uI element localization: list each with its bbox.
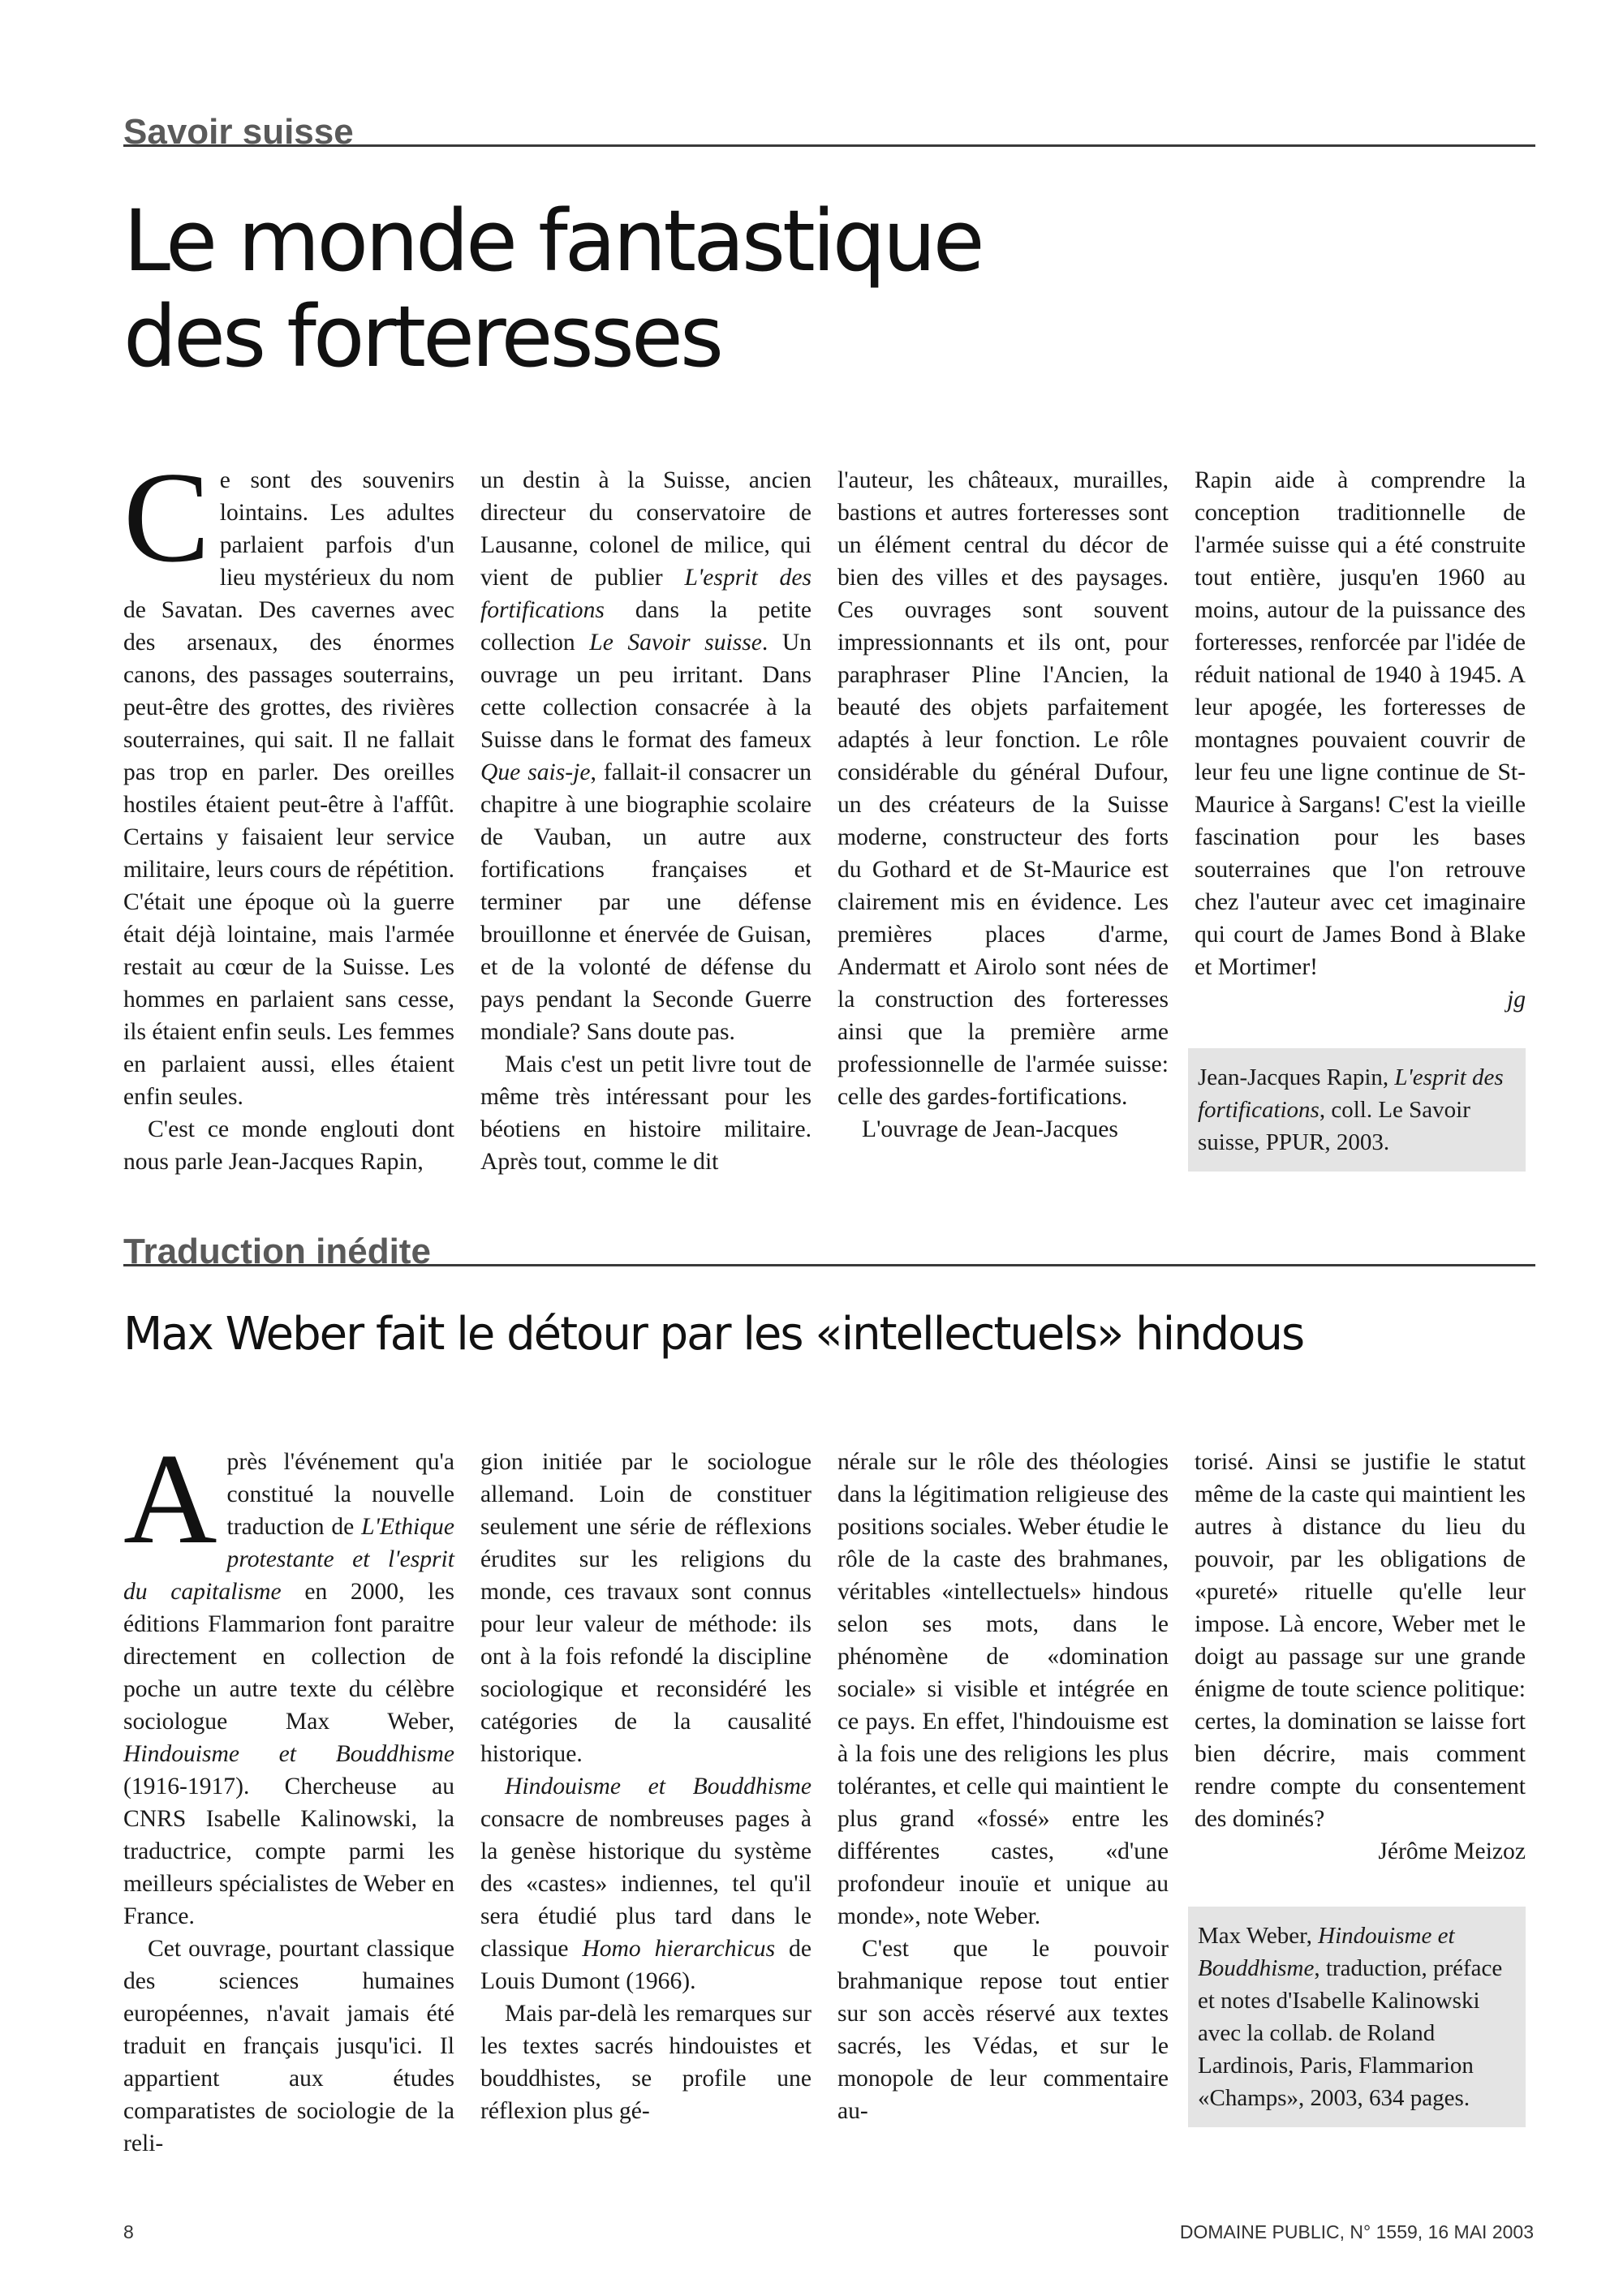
article1-column-3 [837, 464, 1169, 1146]
reference-author: Max Weber, [1198, 1923, 1319, 1949]
book-title: Hindouisme et Bouddhisme [505, 1774, 812, 1799]
paragraph: Rapin aide à comprendre la conception traditionnelle de l'armée suisse qui a été construite tout entière, jusqu'en 1960 au moins, autour de la puissance des forteresses, renforcée par l'idée de réduit national de 1940 à 1945. A leur apogée, les forteresses de montagnes pouvaient couvrir de leur feu une ligne continue de St-Maurice à Sargans! C'est la vieille fascination pour les bases souterraines que l'on retrouve chez l'auteur avec cet imaginaire qui court de James Bond à Blake et Mortimer! [1195, 467, 1526, 980]
paragraph: Cet ouvrage, pourtant classique des sciences humaines européennes, n'avait jamais été traduit en français jusqu'ici. Il appartient aux études comparatistes de sociologie de la reli- [123, 1936, 454, 2156]
article2-column-1 [123, 1426, 455, 2160]
drop-cap: A [123, 1426, 217, 1571]
article-headline [123, 193, 1178, 385]
reference-title: Hindouisme et Bouddhisme [1198, 1923, 1455, 1981]
publication-info: DOMAINE PUBLIC, N° 1559, 16 MAI 2003 [1179, 2221, 1534, 2242]
headline-line-1: Le monde fantastique [123, 191, 982, 290]
book-title: Homo hierarchicus [582, 1936, 776, 1962]
paragraph-text: un destin à la Suisse, ancien directeur du conservatoire de Lausanne, colonel de milice, qui vient de publier [480, 467, 812, 591]
paragraph: nérale sur le rôle des théologies dans la légitimation religieuse des positions sociales. Weber étudie le rôle de la caste des brahmanes, véritables «intellectuels» hindous selon ses mots, dans le phénomène de «domination sociale» si visible et intégrée en ce pays. En effet, l'hindouisme est à la fois une des religions les plus tolérantes, et celle qui maintient le plus grand «fossé» entre les différentes castes, «d'une profondeur inouïe et unique au monde», note Weber. [837, 1449, 1169, 1929]
article1-column-1 [123, 445, 454, 1178]
paragraph-text: de Louis Dumont (1966). [480, 1936, 812, 1994]
collection-title: Que sais-je [480, 759, 591, 785]
paragraph: L'ouvrage de Jean-Jacques [862, 1116, 1118, 1142]
paragraph-text: en 2000, les éditions Flammarion font paraitre directement en collection de poche un autre texte du célèbre sociologue Max Weber, [123, 1579, 455, 1735]
article1-column-2 [480, 464, 812, 1178]
book-reference-box [1188, 1907, 1526, 2127]
paragraph-text: . Un ouvrage un peu irritant. Dans cette collection consacrée à la Suisse dans le format des fameux [480, 630, 812, 753]
book-reference [1198, 1920, 1514, 2114]
paragraph: gion initiée par le sociologue allemand. Loin de constituer seulement une série de réflexions érudites sur les religions du monde, ces travaux sont connus pour leur valeur de méthode: ils ont à la fois refondé la discipline sociologique et reconsidéré les catégories de la causalité historique. [480, 1449, 812, 1767]
reference-details: , coll. Le Savoir suisse, PPUR, 2003. [1198, 1097, 1470, 1155]
paragraph-text: près l'événement qu'a constitué la nouvelle traduction de [226, 1449, 454, 1540]
book-title: L'esprit des fortifications [480, 565, 812, 623]
paragraph: Mais c'est un petit livre tout de même très intéressant pour les béotiens en histoire militaire. Après tout, comme le dit [480, 1051, 812, 1175]
paragraph: l'auteur, les châteaux, murailles, bastions et autres forteresses sont un élément central du décor de bien des villes et des paysages. Ces ouvrages sont souvent impressionnants et ils ont, pour paraphraser Pline l'Ancien, la beauté des objets parfaitement adaptés à leur fonction. Le rôle considérable du général Dufour, un des créateurs de la Suisse moderne, constructeur des forts du Gothard et de St-Maurice est clairement mis en évidence. Les premières places d'arme, Andermatt et Airolo sont nées de la construction des forteresses ainsi que la première arme professionnelle de l'armée suisse: celle des gardes-fortifications. [837, 467, 1169, 1110]
paragraph [480, 1770, 812, 1997]
article-headline: Max Weber fait le détour par les «intellectuels» hindous [123, 1308, 1304, 1361]
rubric-label: Savoir suisse [123, 112, 354, 152]
book-reference-box [1188, 1048, 1526, 1172]
article2-column-3 [837, 1446, 1169, 2127]
paragraph: C'est que le pouvoir brahmanique repose tout entier sur son accès réservé aux textes sacrés, les Védas, et sur le monopole de leur commentaire au- [837, 1936, 1169, 2124]
section-rubric-savoir-suisse [123, 104, 1535, 152]
book-reference [1198, 1061, 1514, 1159]
paragraph [480, 464, 812, 1048]
rubric-label: Traduction inédite [123, 1232, 431, 1271]
headline-line-2: des forteresses [123, 287, 721, 386]
paragraph: Mais par-delà les remarques sur les textes sacrés hindouistes et bouddhistes, se profile une réflexion plus gé- [480, 2001, 812, 2124]
book-title: L'Ethique protestante et l'esprit du capitalisme [123, 1514, 454, 1605]
paragraph [123, 1426, 455, 1933]
paragraph [123, 445, 454, 1113]
paragraph-text: dans la petite collection [480, 597, 812, 656]
article2-column-4 [1195, 1446, 1526, 1868]
author-signature: Jérôme Meizoz [1378, 1838, 1526, 1864]
reference-title: L'esprit des fortifications [1198, 1064, 1504, 1123]
collection-title: Le Savoir suisse [589, 630, 762, 656]
page-number: 8 [123, 2221, 134, 2242]
paragraph-text: e sont des souvenirs lointains. Les adultes parlaient parfois d'un lieu mystérieux du nom de Savatan. Des cavernes avec des arsenaux, des énormes canons, des passages souterrains, peut-être des grottes, des rivières souterraines, qui sait. Il ne fallait pas trop en parler. Des oreilles hostiles étaient peut-être à l'affût. Certains y faisaient leur service militaire, leurs cours de répétition. C'était une époque où la guerre était déjà lointaine, mais l'armée restait au cœur de la Suisse. Les hommes en parlaient sans cesse, ils étaient enfin seuls. Les femmes en parlaient aussi, elles étaient enfin seules. [123, 467, 454, 1110]
article1-column-4 [1195, 464, 1526, 1016]
paragraph-text: consacre de nombreuses pages à la genèse historique du système des «castes» indiennes, tel qu'il sera étudié plus tard dans le classique [480, 1806, 812, 1962]
reference-author: Jean-Jacques Rapin, [1198, 1064, 1395, 1090]
article2-column-2 [480, 1446, 812, 2127]
paragraph: torisé. Ainsi se justifie le statut même de la caste qui maintient les autres à distance du lieu du pouvoir, par les obligations de «pureté» rituelle qu'elle leur impose. Là encore, Weber met le doigt au passage sur une grande énigme de toute science politique: certes, la domination se laisse fort bien décrire, mais comment rendre compte du consentement des dominés? [1195, 1449, 1526, 1832]
author-signature: jg [1506, 987, 1526, 1013]
drop-cap: C [123, 445, 210, 589]
paragraph: C'est ce monde englouti dont nous parle Jean-Jacques Rapin, [123, 1116, 454, 1175]
paragraph-text: (1916-1917). Chercheuse au CNRS Isabelle Kalinowski, la traductrice, compte parmi les meilleurs spécialistes de Weber en France. [123, 1774, 454, 1929]
reference-details: , traduction, préface et notes d'Isabelle Kalinowski avec la collab. de Roland Lardinois, Paris, Flammarion «Champs», 2003, 634 pages. [1198, 1955, 1503, 2111]
paragraph-text: , fallait-il consacrer un chapitre à une biographie scolaire de Vauban, un autre aux fortifications françaises et terminer par une défense brouillonne et énervée de Guisan, et de la volonté de défense du pays pendant la Seconde Guerre mondiale? Sans doute pas. [480, 759, 812, 1045]
section-rubric-traduction-inedite [123, 1223, 1535, 1271]
book-title: Hindouisme et Bouddhisme [123, 1741, 454, 1767]
